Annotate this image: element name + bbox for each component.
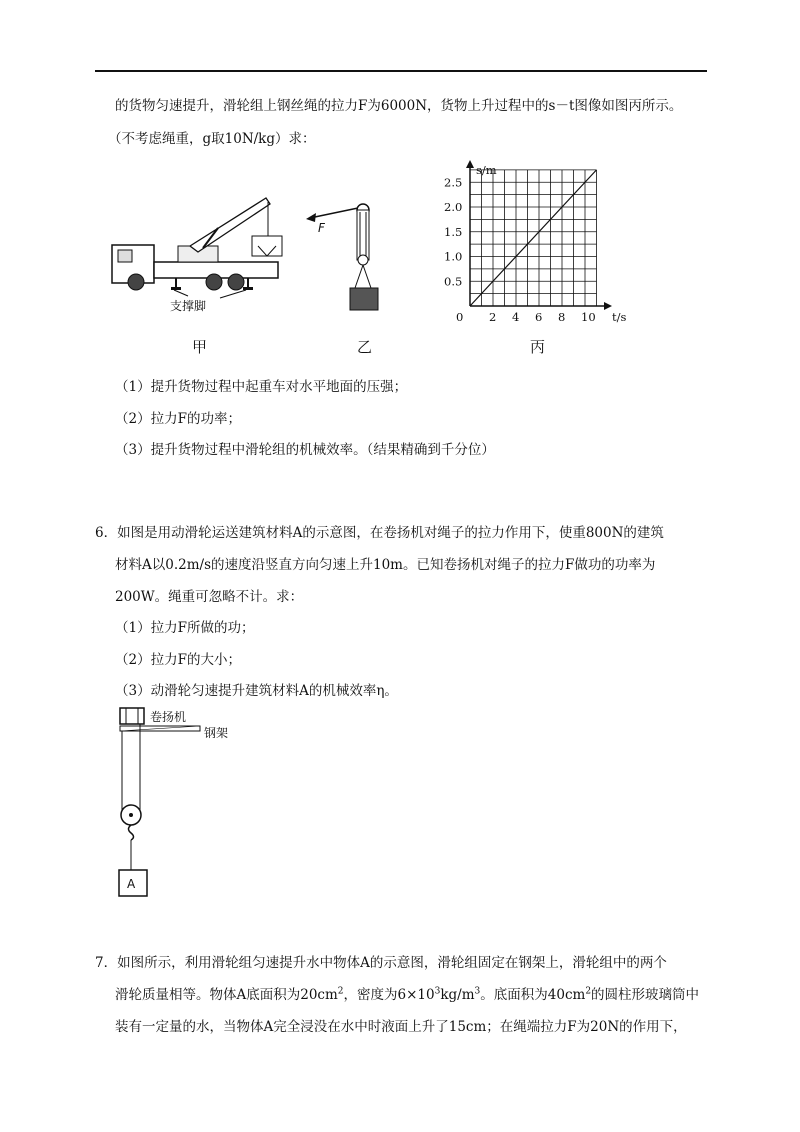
pulley-frame bbox=[357, 210, 369, 260]
p7-text-line2: 滑轮质量相等。物体A底面积为$20cm^2$，密度为$6\times 10^3kg/m^3$。底面积为$40cm^2$的圆柱形玻璃筒中 bbox=[115, 986, 700, 1003]
x-tick-label: 8 bbox=[558, 310, 566, 324]
support-leg-label: 支撑脚 bbox=[170, 299, 207, 313]
st-chart bbox=[440, 158, 640, 328]
winch-label: 卷扬机 bbox=[150, 710, 187, 724]
y-tick-label: 2.0 bbox=[444, 200, 463, 214]
x-axis-label: t/s bbox=[612, 310, 627, 324]
p6-text-line1: 6．如图是用动滑轮运送建筑材料A的示意图，在卷扬机对绳子的拉力作用下，使重800N的建筑 bbox=[95, 525, 664, 541]
x-axis-arrow-icon bbox=[604, 302, 612, 310]
p6-question-3: （3）动滑轮匀速提升建筑材料A的机械效率η。 bbox=[115, 683, 398, 699]
figure-winch-pulley bbox=[112, 700, 252, 905]
block-a-label: A bbox=[127, 877, 136, 891]
rope-force bbox=[310, 208, 358, 218]
caption-yi: 乙 bbox=[357, 338, 373, 356]
p5-question-3: （3）提升货物过程中滑轮组的机械效率。（结果精确到千分位） bbox=[115, 442, 495, 458]
x-tick-label: 10 bbox=[581, 310, 596, 324]
y-axis-label: s/m bbox=[476, 163, 497, 177]
p7-text-line1: 7．如图所示，利用滑轮组匀速提升水中物体A的示意图，滑轮组固定在钢架上，滑轮组中的两个 bbox=[95, 955, 667, 971]
frame-label: 钢架 bbox=[204, 726, 229, 740]
hanging-load bbox=[252, 236, 282, 256]
arrow-icon bbox=[306, 213, 316, 222]
wheel-icon bbox=[128, 274, 144, 290]
p6-question-1: （1）拉力F所做的功； bbox=[115, 620, 255, 636]
p5-question-2: （2）拉力F的功率； bbox=[115, 411, 241, 427]
p6-question-2: （2）拉力F的大小； bbox=[115, 652, 241, 668]
y-axis-arrow-icon bbox=[466, 160, 474, 168]
x-tick-label: 2 bbox=[489, 310, 497, 324]
p5-text-line1: 的货物匀速提升，滑轮组上钢丝绳的拉力F为6000N，货物上升过程中的s－t图像如图丙所示。 bbox=[115, 98, 683, 114]
p6-text-line3: 200W。绳重可忽略不计。求： bbox=[115, 589, 304, 605]
hook-icon bbox=[129, 825, 134, 840]
figure-pulley bbox=[300, 200, 400, 315]
header-rule bbox=[95, 70, 707, 72]
caption-bing: 丙 bbox=[530, 338, 546, 356]
x-tick-label: 6 bbox=[535, 310, 543, 324]
winch-body bbox=[120, 708, 144, 724]
y-tick-label: 2.5 bbox=[444, 175, 463, 190]
series-line bbox=[470, 170, 597, 306]
p5-text-line2: （不考虑绳重，g取10N/kg）求： bbox=[108, 131, 316, 147]
cargo-box bbox=[350, 288, 378, 310]
y-tick-label: 1.5 bbox=[444, 224, 463, 239]
caption-jia: 甲 bbox=[192, 338, 208, 356]
figure-crane-truck bbox=[108, 190, 288, 315]
y-tick-label: 1.0 bbox=[444, 249, 463, 264]
wheel-icon bbox=[206, 274, 222, 290]
origin-label: 0 bbox=[456, 310, 464, 324]
p5-question-1: （1）提升货物过程中起重车对水平地面的压强； bbox=[115, 379, 408, 395]
y-tick-label: 0.5 bbox=[444, 274, 463, 289]
moving-pulley bbox=[358, 255, 368, 265]
x-tick-label: 4 bbox=[512, 310, 520, 324]
wheel-icon bbox=[228, 274, 244, 290]
p7-text-line3: 装有一定量的水，当物体A完全浸没在水中时液面上升了15cm；在绳端拉力F为20N的作用下， bbox=[115, 1019, 687, 1035]
force-label: F bbox=[318, 221, 325, 235]
p6-text-line2: 材料A以0.2m/s的速度沿竖直方向匀速上升10m。已知卷扬机对绳子的拉力F做功的功率为 bbox=[115, 557, 656, 573]
